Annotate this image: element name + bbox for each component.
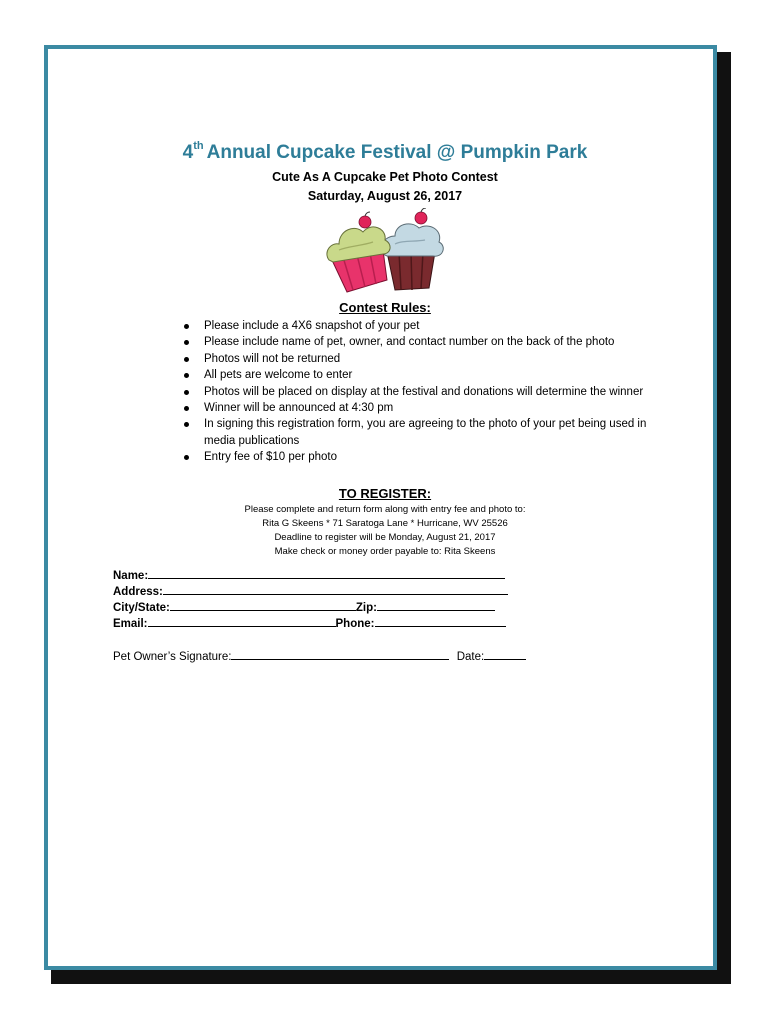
rule-item: Entry fee of $10 per photo <box>178 449 668 465</box>
contest-rules-list <box>178 318 668 466</box>
contest-rules-heading: Contest Rules: <box>339 300 431 315</box>
cupcakes-illustration <box>325 208 450 294</box>
city-state-field[interactable] <box>170 599 356 611</box>
date-field[interactable] <box>484 648 526 660</box>
zip-label: Zip: <box>355 602 377 614</box>
contest-date: Saturday, August 26, 2017 <box>307 189 463 203</box>
date-label: Date: <box>456 651 485 663</box>
register-instructions: Please complete and return form along with entry fee and photo to: <box>244 504 526 515</box>
phone-label: Phone: <box>335 618 375 630</box>
rule-item: Please include name of pet, owner, and contact number on the back of the photo <box>178 334 668 350</box>
contest-name: Cute As A Cupcake Pet Photo Contest <box>272 170 498 184</box>
address-row <box>113 583 508 598</box>
email-field[interactable] <box>148 615 336 627</box>
rule-item: All pets are welcome to enter <box>178 367 668 383</box>
festival-title <box>0 140 770 164</box>
city-zip-row <box>113 599 495 614</box>
phone-field[interactable] <box>375 615 506 627</box>
address-label: Address: <box>113 586 163 598</box>
rule-item: Photos will be placed on display at the festival and donations will determine the winner <box>178 384 668 400</box>
register-address: Rita G Skeens * 71 Saratoga Lane * Hurricane, WV 25526 <box>262 518 508 529</box>
address-field[interactable] <box>163 583 508 595</box>
signature-label: Pet Owner’s Signature: <box>113 651 232 663</box>
name-label: Name: <box>113 570 149 582</box>
pink-cupcake-icon <box>327 212 390 292</box>
rule-item: In signing this registration form, you are agreeing to the photo of your pet being used in media publications <box>178 416 668 449</box>
zip-field[interactable] <box>377 599 495 611</box>
signature-field[interactable] <box>231 648 449 660</box>
name-field[interactable] <box>148 567 505 579</box>
title-text: Annual Cupcake Festival @ Pumpkin Park <box>206 142 588 163</box>
rule-item: Winner will be announced at 4:30 pm <box>178 400 668 416</box>
city-state-label: City/State: <box>113 602 170 614</box>
register-payable: Make check or money order payable to: Rita Skeens <box>274 546 496 557</box>
email-label: Email: <box>113 618 148 630</box>
rule-item: Please include a 4X6 snapshot of your pet <box>178 318 668 334</box>
register-deadline: Deadline to register will be Monday, August 21, 2017 <box>274 532 496 543</box>
title-superscript: th <box>193 140 204 152</box>
rule-item: Photos will not be returned <box>178 351 668 367</box>
email-phone-row <box>113 615 506 630</box>
register-heading: TO REGISTER: <box>338 486 432 501</box>
signature-row <box>113 648 526 663</box>
title-number: 4 <box>182 142 194 163</box>
name-row <box>113 567 505 582</box>
